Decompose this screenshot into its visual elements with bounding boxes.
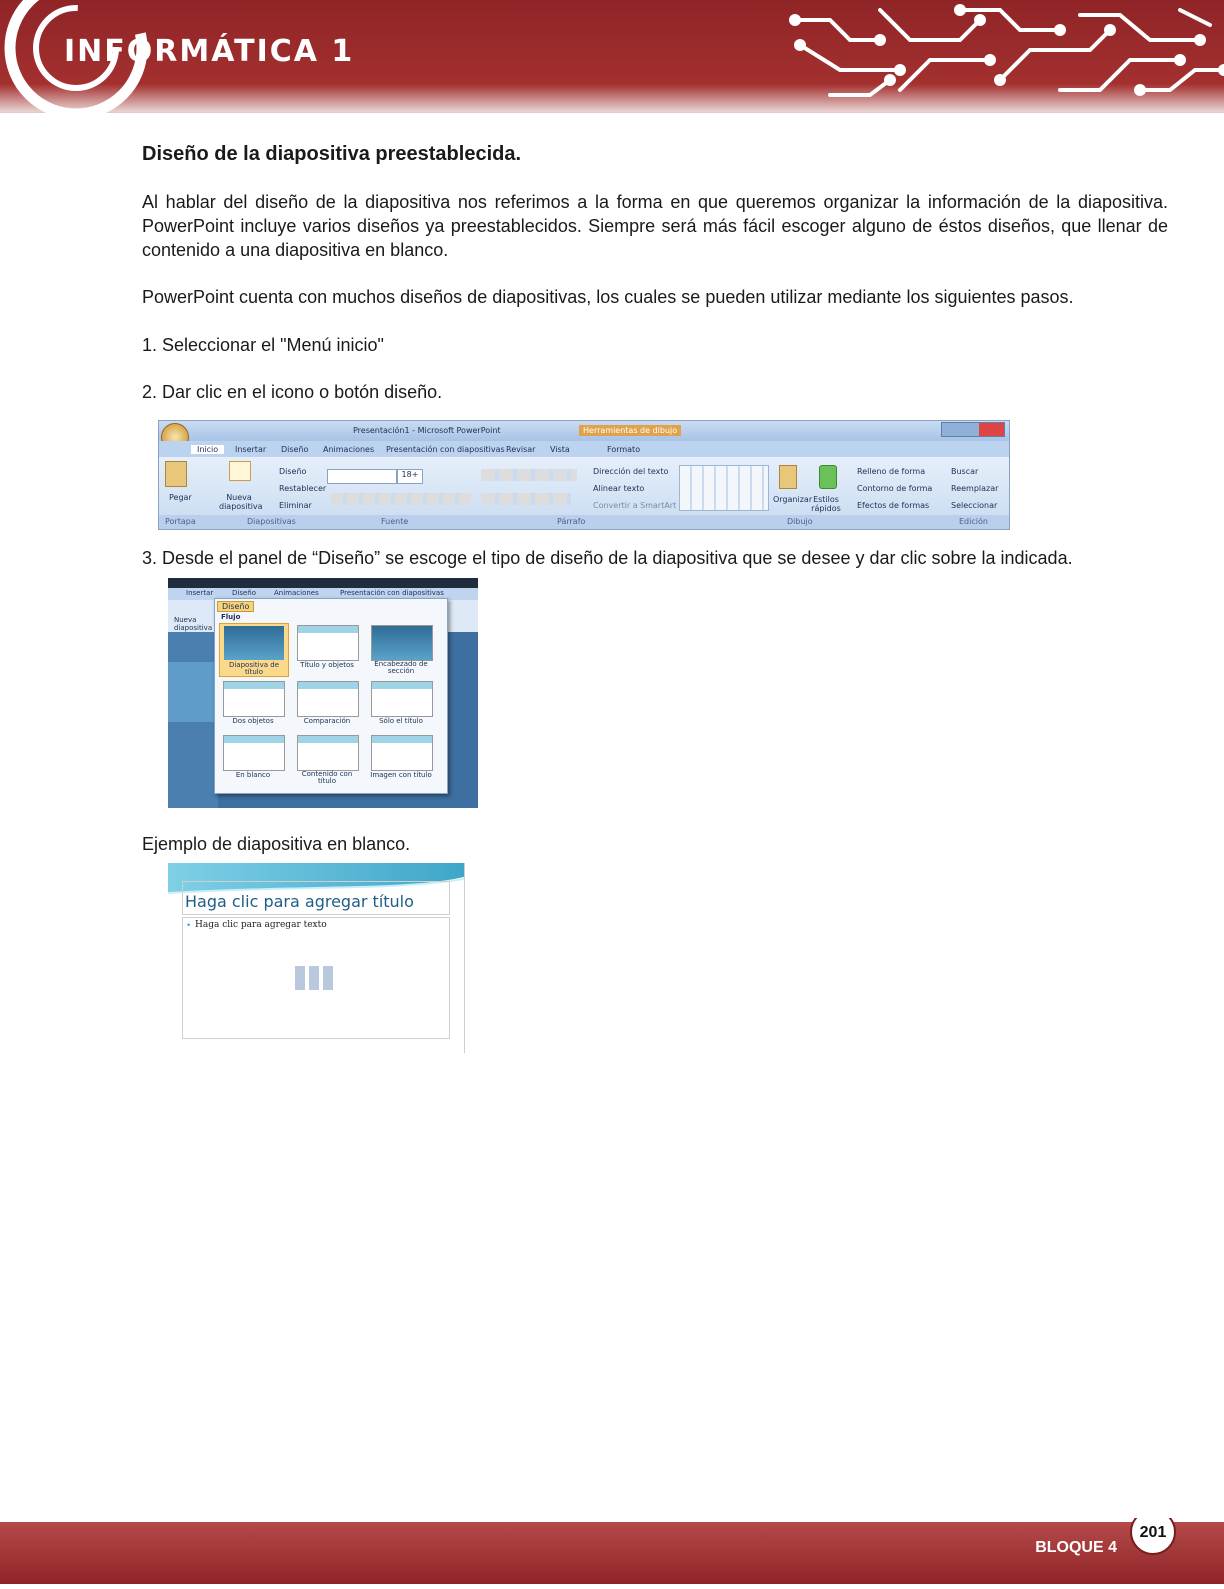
- group-label: Portapa: [165, 517, 196, 526]
- layout-name: Contenido con título: [301, 770, 353, 785]
- example-caption: Ejemplo de diapositiva en blanco.: [142, 834, 411, 854]
- layout-option[interactable]: [367, 623, 435, 675]
- page-number: 201: [1139, 1524, 1167, 1541]
- layout-name: Dos objetos: [232, 717, 274, 725]
- new-slide-icon[interactable]: [229, 461, 251, 481]
- tab-vista[interactable]: Vista: [550, 445, 570, 454]
- alignment-buttons-icon[interactable]: [481, 493, 571, 505]
- tab-animaciones[interactable]: Animaciones: [323, 445, 375, 454]
- layout-option[interactable]: [293, 733, 361, 789]
- tab-animaciones[interactable]: Animaciones: [274, 589, 319, 597]
- slide-preview-strip: [168, 632, 218, 808]
- font-format-buttons-icon[interactable]: [331, 493, 471, 505]
- slide-bullet: Haga clic para agregar texto: [195, 920, 327, 930]
- layout-name: Título y objetos: [300, 661, 354, 669]
- replace-button[interactable]: Reemplazar: [951, 484, 999, 493]
- ribbon-tab-bar: [159, 441, 1009, 457]
- quick-styles-button[interactable]: Estilos rápidos: [811, 495, 841, 513]
- layout-dropdown-button[interactable]: Diseño: [217, 601, 254, 612]
- list-buttons-icon[interactable]: [481, 469, 577, 481]
- paste-label[interactable]: Pegar: [169, 493, 192, 502]
- group-label: Dibujo: [787, 517, 813, 526]
- tab-inicio[interactable]: Inicio: [191, 445, 224, 454]
- example-slide: [168, 863, 465, 1053]
- shape-effects-button[interactable]: Efectos de formas: [857, 501, 930, 510]
- ribbon-body: [159, 457, 1009, 529]
- layout-thumbnail: [371, 681, 433, 717]
- theme-label: Flujo: [221, 613, 241, 621]
- tab-diseno[interactable]: Diseño: [232, 589, 257, 597]
- tab-presentacion[interactable]: Presentación con diapositivas: [340, 589, 444, 597]
- layout-name: Encabezado de sección: [374, 660, 428, 675]
- layout-thumbnail: [297, 625, 359, 661]
- slide-title: Haga clic para agregar título: [185, 892, 414, 911]
- layout-thumbnail: [297, 681, 359, 717]
- layout-name: Comparación: [303, 717, 351, 725]
- contextual-tab-label: Herramientas de dibujo: [579, 425, 681, 436]
- smartart-button[interactable]: Convertir a SmartArt: [593, 501, 677, 510]
- bullet-icon: •: [187, 920, 191, 930]
- tab-formato[interactable]: Formato: [607, 445, 641, 454]
- step-1: 1. Seleccionar el "Menú inicio": [142, 335, 384, 355]
- new-slide-label[interactable]: Nueva diapositiva: [219, 493, 263, 511]
- arrange-button[interactable]: Organizar: [773, 495, 813, 504]
- align-text-button[interactable]: Alinear texto: [593, 484, 645, 493]
- content-placeholder[interactable]: [182, 917, 450, 1039]
- layout-panel-screenshot: [168, 578, 478, 808]
- find-button[interactable]: Buscar: [951, 467, 979, 476]
- page-footer: [0, 1518, 1224, 1584]
- slide-thumbnail: [168, 662, 218, 722]
- group-label: Fuente: [381, 517, 409, 526]
- screenshot-titlebar: [168, 578, 478, 588]
- section-label: BLOQUE 4: [1035, 1539, 1117, 1556]
- layout-option-selected[interactable]: [219, 623, 289, 677]
- layout-thumbnail: [224, 626, 284, 660]
- font-size-select[interactable]: 18+: [397, 469, 423, 484]
- shape-fill-button[interactable]: Relleno de forma: [857, 467, 926, 476]
- layout-option[interactable]: [219, 679, 287, 729]
- intro-paragraph: Al hablar del diseño de la diapositiva nos referimos a la forma en que queremos organizar la información de la diapositiva. PowerPoint incluye varios diseños ya preestablecidos. Siempre será más fácil escoger alguno de éstos diseños, que llenar de contenido a una diapositiva en blanco.: [142, 192, 1168, 260]
- delete-button[interactable]: Eliminar: [279, 501, 312, 510]
- window-controls-icon[interactable]: [941, 422, 1005, 437]
- quick-styles-icon[interactable]: [819, 465, 837, 489]
- footer-banner: [0, 1518, 1224, 1584]
- layout-option[interactable]: [367, 679, 435, 729]
- clipboard-icon[interactable]: [165, 461, 187, 487]
- layout-dropdown: [214, 598, 448, 794]
- step-2: 2. Dar clic en el icono o botón diseño.: [142, 382, 443, 402]
- tab-diseno[interactable]: Diseño: [281, 445, 309, 454]
- tab-insertar[interactable]: Insertar: [186, 589, 214, 597]
- ribbon-group-labels: [159, 515, 1009, 529]
- window-title: Presentación1 - Microsoft PowerPoint: [353, 426, 501, 435]
- reset-button[interactable]: Restablecer: [279, 484, 327, 493]
- layout-name: En blanco: [235, 771, 271, 779]
- layout-name: Diapositiva de título: [228, 661, 280, 676]
- tab-insertar[interactable]: Insertar: [235, 445, 267, 454]
- layout-thumbnail: [223, 735, 285, 771]
- layout-thumbnail: [223, 681, 285, 717]
- layout-name: Sólo el título: [379, 717, 423, 725]
- text-direction-button[interactable]: Dirección del texto: [593, 467, 669, 476]
- layout-option[interactable]: [367, 733, 435, 789]
- ribbon-screenshot: [158, 420, 1010, 530]
- tab-revisar[interactable]: Revisar: [506, 445, 536, 454]
- layout-option[interactable]: [219, 733, 287, 789]
- select-button[interactable]: Seleccionar: [951, 501, 998, 510]
- shapes-gallery-icon[interactable]: [679, 465, 769, 511]
- shape-outline-button[interactable]: Contorno de forma: [857, 484, 933, 493]
- layout-name: Imagen con título: [370, 771, 432, 779]
- content-insert-icons[interactable]: [295, 966, 335, 990]
- steps-paragraph: PowerPoint cuenta con muchos diseños de diapositivas, los cuales se pueden utilizar mediante los siguientes pasos.: [142, 287, 1074, 307]
- tab-presentacion[interactable]: Presentación con diapositivas: [386, 445, 505, 454]
- header-banner: [0, 0, 1224, 113]
- step-3: 3. Desde el panel de “Diseño” se escoge el tipo de diseño de la diapositiva que se desee y dar clic sobre la indicada.: [142, 548, 1073, 568]
- layout-thumbnail: [371, 735, 433, 771]
- group-label: Párrafo: [557, 517, 586, 526]
- window-titlebar: [159, 421, 1009, 441]
- page-header: [0, 0, 1224, 113]
- layout-option[interactable]: [293, 679, 361, 729]
- title-placeholder[interactable]: [182, 881, 450, 915]
- new-slide-label[interactable]: Nueva diapositiva: [174, 616, 213, 632]
- layout-button[interactable]: Diseño: [279, 467, 307, 476]
- section-heading: Diseño de la diapositiva preestablecida.: [142, 143, 522, 165]
- header-title: INFORMÁTICA 1: [64, 34, 355, 69]
- arrange-icon[interactable]: [779, 465, 797, 489]
- group-label: Diapositivas: [247, 517, 296, 526]
- layout-thumbnail: [371, 625, 433, 661]
- group-label: Edición: [959, 517, 988, 526]
- font-name-select[interactable]: [327, 469, 397, 484]
- layout-option[interactable]: [293, 623, 361, 675]
- layout-thumbnail: [297, 735, 359, 771]
